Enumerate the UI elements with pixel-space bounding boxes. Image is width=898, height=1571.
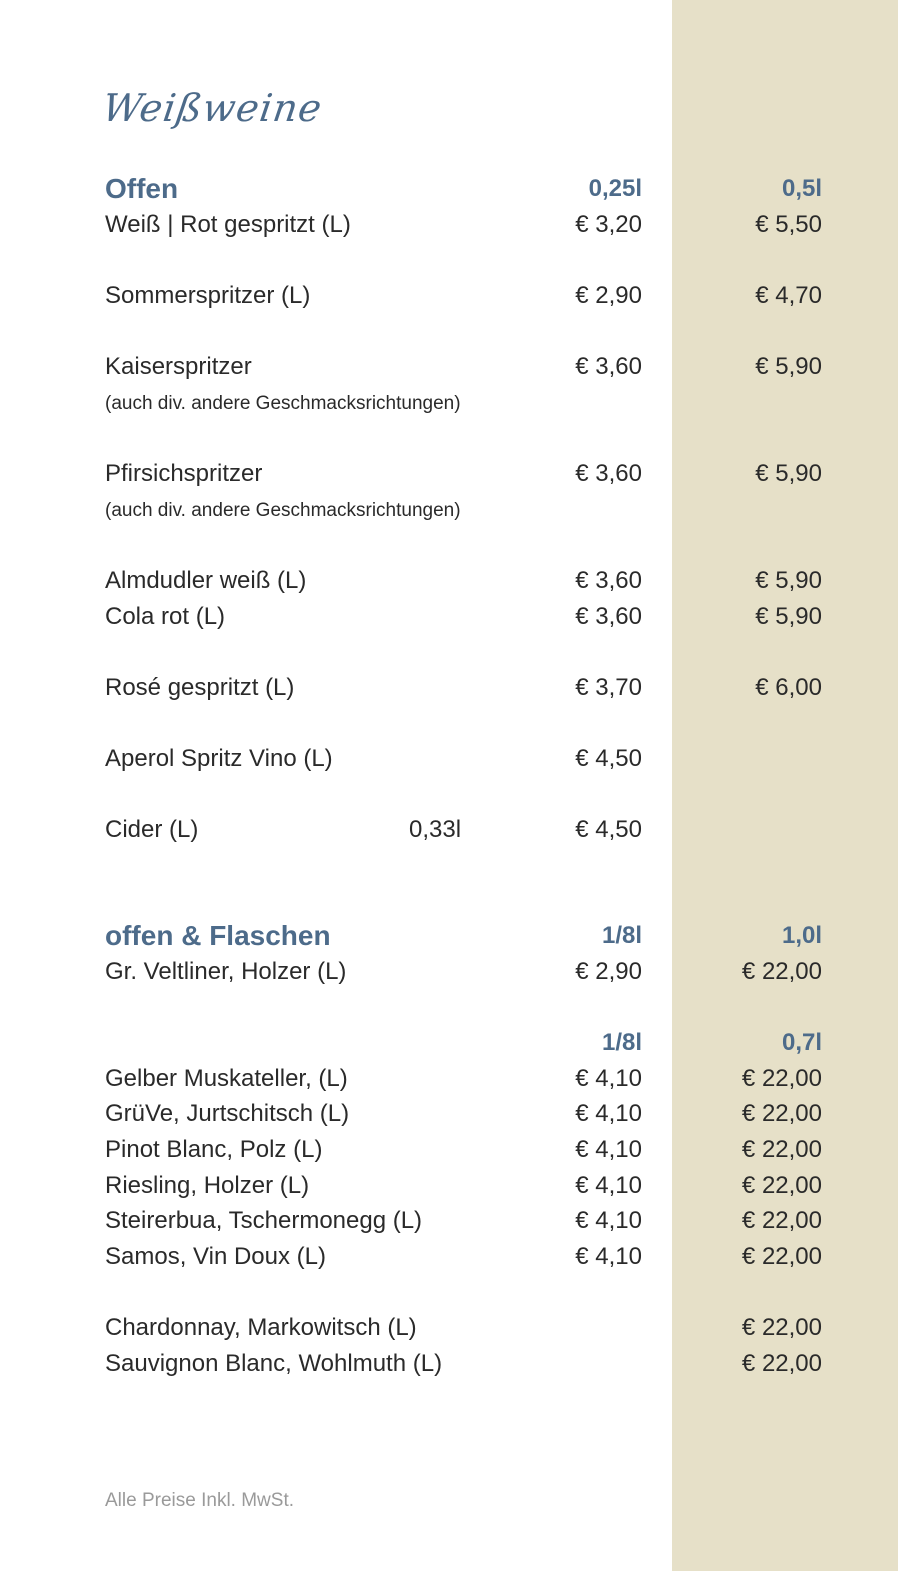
item-price-large: € 22,00: [741, 1136, 822, 1163]
item-name: Sauvignon Blanc, Wohlmuth (L): [105, 1350, 443, 1377]
item-name: Samos, Vin Doux (L): [105, 1243, 326, 1270]
item-price-small: € 4,10: [575, 1100, 642, 1127]
menu-item: [0, 1204, 898, 1238]
menu-item: [0, 813, 898, 847]
menu-item: [0, 457, 898, 491]
menu-item: [0, 600, 898, 634]
item-name: Steirerbua, Tschermonegg (L): [105, 1207, 423, 1234]
column-header-large: 0,7l: [781, 1029, 822, 1056]
item-price-small: € 3,60: [575, 460, 642, 487]
item-price-small: € 3,60: [575, 353, 642, 380]
item-price-small: € 3,20: [575, 211, 642, 238]
item-name: Rosé gespritzt (L): [105, 674, 295, 701]
footnote: Alle Preise Inkl. MwSt.: [105, 1490, 294, 1511]
menu-item: [0, 1240, 898, 1274]
item-price-large: € 5,50: [755, 211, 822, 238]
menu-item: [0, 208, 898, 242]
item-name: Riesling, Holzer (L): [105, 1172, 310, 1199]
menu-item: [0, 955, 898, 989]
menu-item: [0, 1347, 898, 1381]
section-header-flaschen: [0, 919, 898, 953]
item-price-small: € 4,10: [575, 1207, 642, 1234]
item-price-small: € 4,50: [575, 816, 642, 843]
item-name: Aperol Spritz Vino (L): [105, 745, 333, 772]
column-header-small: 1/8l: [601, 922, 642, 949]
menu-item: [0, 1062, 898, 1096]
menu-item: [0, 1097, 898, 1131]
item-name: Cola rot (L): [105, 603, 226, 630]
item-name: Gelber Muskateller, (L): [105, 1065, 348, 1092]
item-price-large: € 5,90: [755, 603, 822, 630]
item-price-large: € 22,00: [741, 1207, 822, 1234]
item-price-small: € 4,10: [575, 1243, 642, 1270]
item-name: Chardonnay, Markowitsch (L): [105, 1314, 417, 1341]
item-price-large: € 5,90: [755, 460, 822, 487]
item-price-large: € 22,00: [741, 1172, 822, 1199]
item-name: Almdudler weiß (L): [105, 567, 307, 594]
item-price-small: € 2,90: [575, 958, 642, 985]
section-heading: Offen: [105, 173, 179, 204]
item-price-large: € 22,00: [741, 1100, 822, 1127]
item-price-small: € 3,70: [575, 674, 642, 701]
column-header-small: 1/8l: [601, 1029, 642, 1056]
item-price-small: € 2,90: [575, 282, 642, 309]
item-price-large: € 4,70: [755, 282, 822, 309]
menu-item: [0, 671, 898, 705]
item-name: Pinot Blanc, Polz (L): [105, 1136, 323, 1163]
item-price-small: € 3,60: [575, 567, 642, 594]
column-header-row: [0, 1026, 898, 1060]
item-name: Kaiserspritzer: [105, 353, 252, 380]
item-price-large: € 22,00: [741, 1314, 822, 1341]
menu-item: [0, 564, 898, 598]
item-price-large: € 22,00: [741, 958, 822, 985]
item-name: Weiß | Rot gespritzt (L): [105, 211, 351, 238]
item-price-large: € 22,00: [741, 1243, 822, 1270]
item-price-large: € 6,00: [755, 674, 822, 701]
item-price-small: € 4,10: [575, 1065, 642, 1092]
item-name: Sommerspritzer (L): [105, 282, 311, 309]
item-price-small: € 3,60: [575, 603, 642, 630]
menu-item: [0, 1169, 898, 1203]
menu-item: [0, 350, 898, 384]
item-price-large: € 5,90: [755, 567, 822, 594]
item-price-large: € 22,00: [741, 1065, 822, 1092]
section-header-offen: [0, 172, 898, 206]
item-price-small: € 4,10: [575, 1172, 642, 1199]
item-name: Gr. Veltliner, Holzer (L): [105, 958, 347, 985]
item-name: Cider (L): [105, 816, 199, 843]
item-price-large: € 5,90: [755, 353, 822, 380]
item-price-small: € 4,10: [575, 1136, 642, 1163]
item-size: 0,33l: [409, 816, 462, 843]
column-header-large: 1,0l: [781, 922, 822, 949]
item-name: GrüVe, Jurtschitsch (L): [105, 1100, 350, 1127]
menu-item: [0, 742, 898, 776]
item-subtitle: (auch div. andere Geschmacksrichtungen): [105, 500, 461, 521]
column-header-large: 0,5l: [781, 175, 822, 202]
menu-item: [0, 279, 898, 313]
section-heading: offen & Flaschen: [105, 920, 331, 951]
item-subtitle: (auch div. andere Geschmacksrichtungen): [105, 393, 461, 414]
item-name: Pfirsichspritzer: [105, 460, 263, 487]
page-title: Weißweine: [99, 86, 326, 130]
column-header-small: 0,25l: [588, 175, 642, 202]
menu-item: [0, 1133, 898, 1167]
menu-item: [0, 1311, 898, 1345]
item-price-large: € 22,00: [741, 1350, 822, 1377]
item-price-small: € 4,50: [575, 745, 642, 772]
